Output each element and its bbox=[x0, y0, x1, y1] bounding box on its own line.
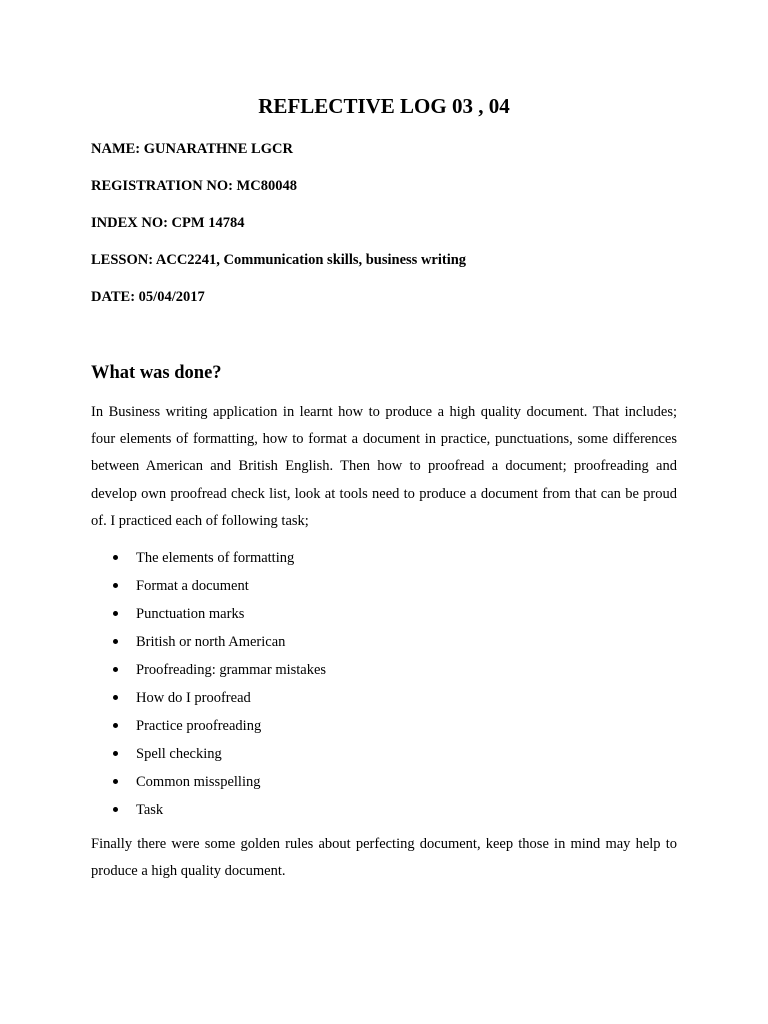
bullet-icon bbox=[113, 779, 118, 784]
list-item-text: Practice proofreading bbox=[136, 718, 262, 734]
meta-name: NAME: GUNARATHNE LGCR bbox=[91, 141, 293, 157]
meta-date: DATE: 05/04/2017 bbox=[91, 289, 205, 305]
bullet-icon bbox=[113, 751, 118, 756]
bullet-icon bbox=[113, 807, 118, 812]
bullet-icon bbox=[113, 639, 118, 644]
list-item-text: Task bbox=[136, 802, 164, 818]
bullet-icon bbox=[113, 583, 118, 588]
closing-paragraph: Finally there were some golden rules about perfecting document, keep those in mind may help to produce a high quality document. bbox=[91, 836, 677, 880]
bullet-icon bbox=[113, 667, 118, 672]
intro-paragraph: In Business writing application in learnt how to produce a high quality document. That includes; four elements of formatting, how to format a document in practice, punctuations, some differences between American and British English. Then how to proofread a document; proofreading and develop own proofread check list, look at tools need to produce a document from that can be proud of. I practiced each of following task; bbox=[91, 404, 677, 529]
list-item-text: Punctuation marks bbox=[136, 606, 245, 622]
list-item-text: Common misspelling bbox=[136, 774, 261, 790]
meta-lesson: LESSON: ACC2241, Communication skills, business writing bbox=[91, 252, 467, 268]
list-item-text: How do I proofread bbox=[136, 690, 251, 706]
list-item-text: Spell checking bbox=[136, 746, 222, 762]
bullet-icon bbox=[113, 695, 118, 700]
meta-index-no: INDEX NO: CPM 14784 bbox=[91, 215, 245, 231]
section-heading: What was done? bbox=[91, 363, 222, 383]
list-item-text: Format a document bbox=[136, 578, 249, 594]
list-item-text: Proofreading: grammar mistakes bbox=[136, 662, 327, 678]
list-item-text: British or north American bbox=[136, 634, 286, 650]
meta-registration-no: REGISTRATION NO: MC80048 bbox=[91, 178, 297, 194]
bullet-icon bbox=[113, 611, 118, 616]
list-item-text: The elements of formatting bbox=[136, 550, 295, 566]
bullet-icon bbox=[113, 723, 118, 728]
document-title: REFLECTIVE LOG 03 , 04 bbox=[258, 94, 510, 118]
bullet-icon bbox=[113, 555, 118, 560]
